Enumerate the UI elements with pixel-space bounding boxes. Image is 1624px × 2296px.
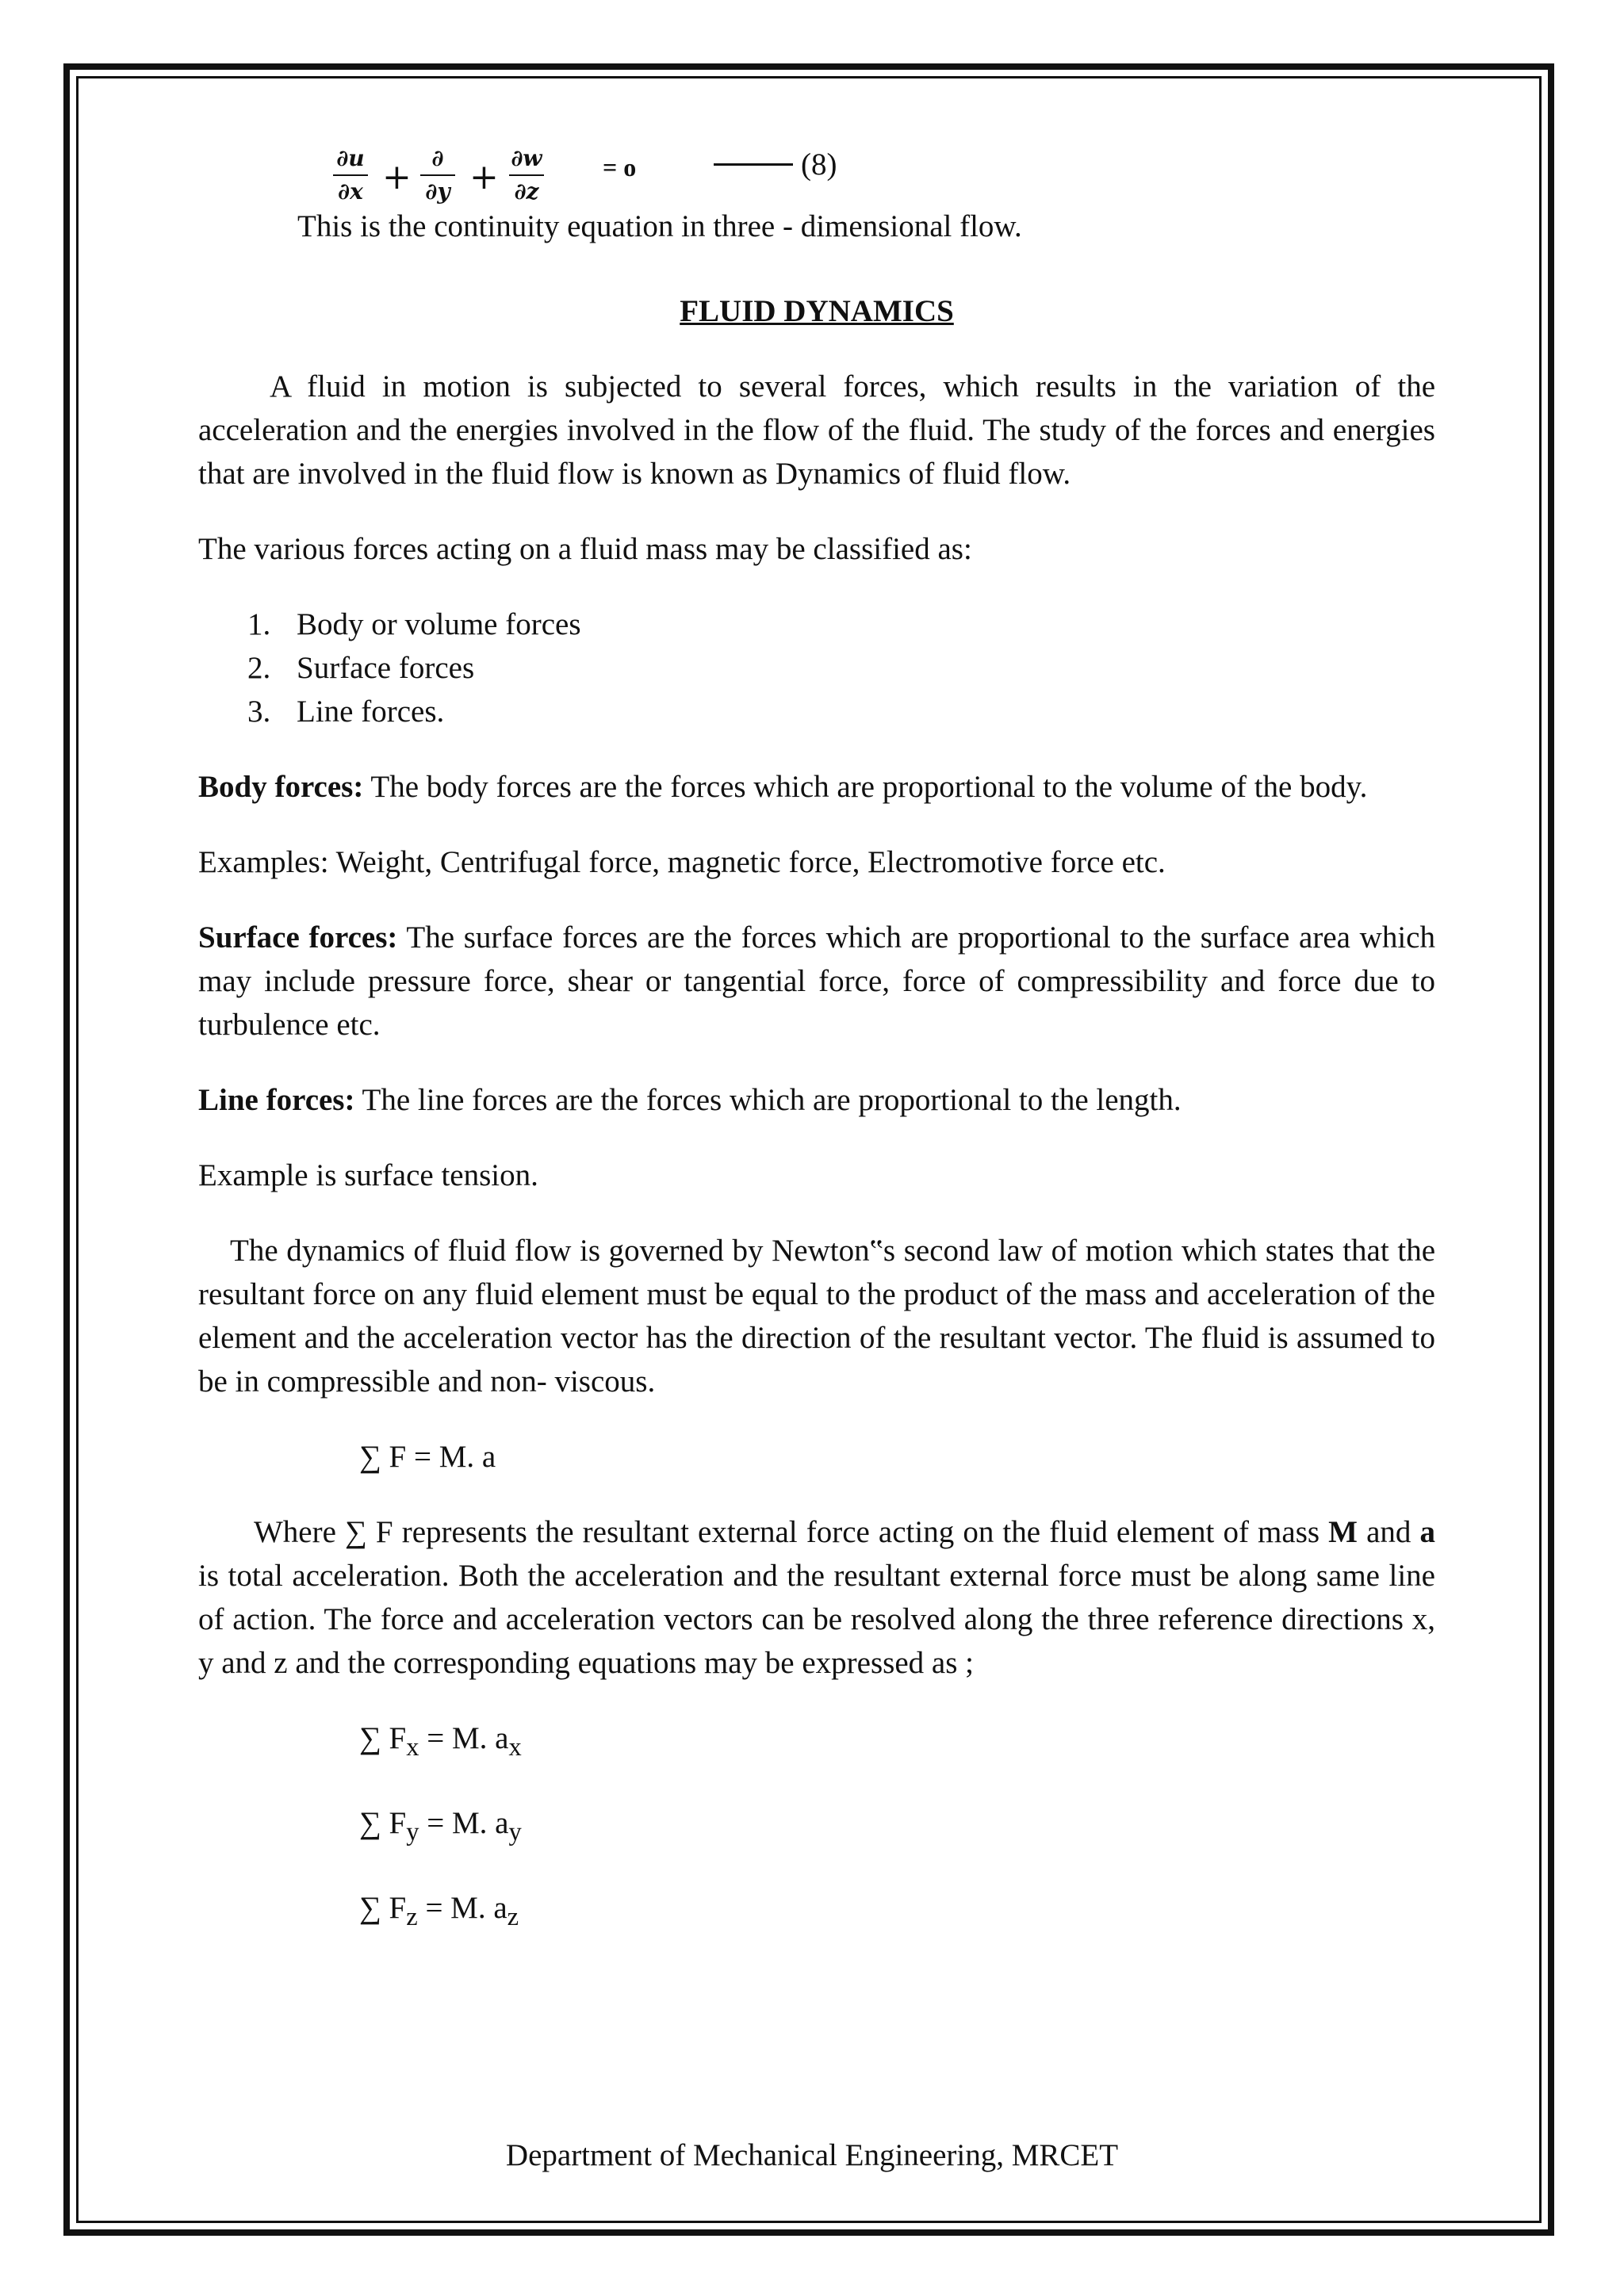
newton-paragraph: The dynamics of fluid flow is governed by Newton‟s second law of motion which states that the resultant force on any fluid element must be equal to the product of the mass and acceleration of the element and the acceleration vector has the direction of the resultant vector. The fluid is assumed to be in compressible and non- viscous. [198,1234,1435,1399]
fraction-numerator: ∂w [509,143,544,176]
continuity-equation-8 [333,143,1435,222]
list-item [247,646,1435,690]
list-label: Line forces. [297,695,445,729]
formula-subscript: z [406,1902,418,1931]
surface-forces-paragraph [198,916,1435,1047]
where-paragraph [198,1510,1435,1685]
force-component-y [198,1801,1435,1854]
formula-subscript: y [508,1817,522,1846]
acceleration-symbol: a [1419,1515,1435,1549]
equals-zero: = o [603,153,637,182]
formula-subscript: z [507,1902,519,1931]
formula-subscript: x [406,1732,419,1762]
surface-forces-term: Surface forces: [198,920,398,955]
list-number: 3. [247,695,271,729]
body-forces-term: Body forces: [198,770,364,804]
section-heading: FLUID DYNAMICS [680,294,954,328]
body-forces-paragraph [198,765,1435,809]
fraction-numerator: ∂ [420,143,455,176]
page-content [198,143,1435,1970]
line-forces-term: Line forces: [198,1083,355,1117]
mass-symbol: M [1328,1515,1358,1549]
formula-rhs: = M. a [417,1890,508,1925]
force-component-x [198,1716,1435,1770]
list-number: 2. [247,651,271,685]
body-forces-text: The body forces are the forces which are proportional to the volume of the body. [363,770,1368,804]
formula-rhs: = M. a [419,1721,509,1755]
where-text-3: is total acceleration. Both the acceleration and the resultant external force must be along same line of action. The force and acceleration vectors can be resolved along the three reference directions x, y and z and the corresponding equations may be expressed as ; [198,1559,1435,1680]
formula-subscript: y [406,1817,419,1846]
fraction-denominator: ∂x [338,178,363,205]
force-list [198,603,1435,733]
body-forces-examples: Examples: Weight, Centrifugal force, magnetic force, Electromotive force etc. [198,845,1166,879]
surface-forces-text: The surface forces are the forces which are proportional to the surface area which may include pressure force, shear or tangential force, force of compressibility and force due to turbulence etc. [198,920,1435,1042]
formula-rhs: = M. a [419,1805,509,1840]
list-item [247,690,1435,733]
list-label: Body or volume forces [297,607,581,641]
formula-lhs: ∑ F [359,1721,407,1755]
fraction-du-dx [333,143,368,208]
equation-number: (8) [801,147,837,182]
fraction-denominator: ∂y [425,178,450,205]
newton-formula: ∑ F = M. a [359,1440,496,1474]
page-footer: Department of Mechanical Engineering, MRCET [505,2138,1119,2172]
line-forces-text: The line forces are the forces which are proportional to the length. [354,1083,1182,1117]
force-component-z [198,1886,1435,1939]
where-text-1: Where ∑ F represents the resultant external force acting on the fluid element of mass [254,1515,1329,1549]
formula-lhs: ∑ F [359,1890,407,1925]
fraction-dv-dy [420,143,455,208]
list-label: Surface forces [297,651,475,685]
line-forces-paragraph [198,1078,1435,1122]
equation-underline [714,163,793,166]
classification-intro: The various forces acting on a fluid mass may be classified as: [198,532,972,566]
fraction-denominator: ∂z [514,178,539,205]
intro-paragraph: A fluid in motion is subjected to several forces, which results in the variation of the acceleration and the energies involved in the flow of the fluid. The study of the forces and energies that are involved in the fluid flow is known as Dynamics of fluid flow. [198,369,1435,491]
formula-lhs: ∑ F [359,1805,407,1840]
list-number: 1. [247,607,271,641]
where-text-2: and [1357,1515,1420,1549]
formula-subscript: x [508,1732,522,1762]
plus-sign: + [469,157,499,197]
continuity-caption: This is the continuity equation in three - dimensional flow. [297,209,1022,243]
plus-sign: + [382,157,412,197]
fraction-dw-dz [509,143,544,208]
fraction-numerator: ∂u [333,143,368,176]
list-item [247,603,1435,646]
line-forces-example: Example is surface tension. [198,1158,538,1192]
